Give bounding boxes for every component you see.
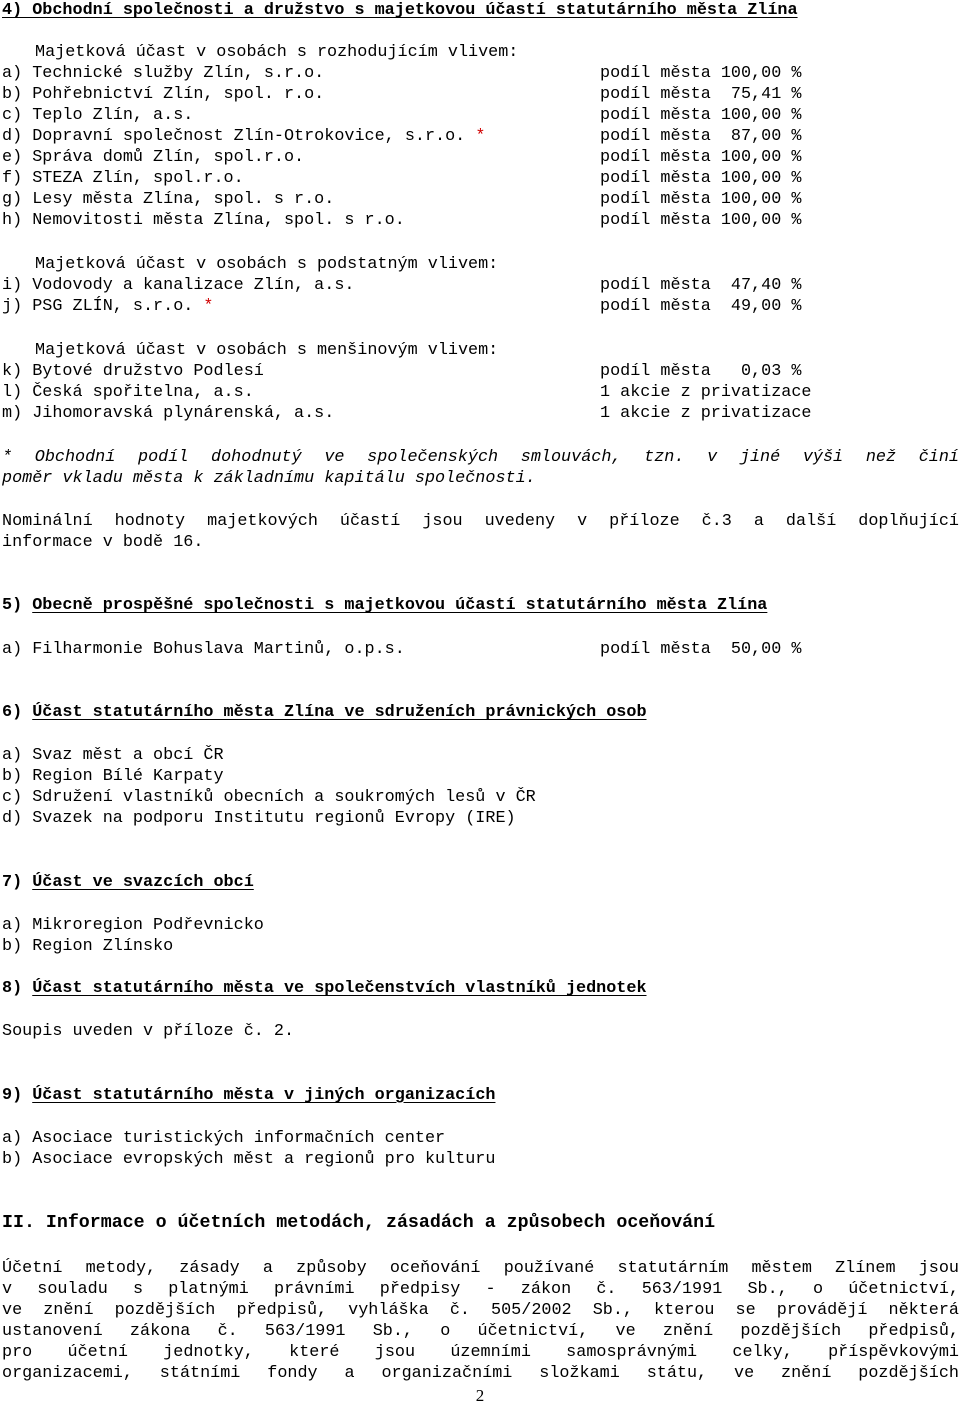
list-item: h) Nemovitosti města Zlína, spol. s r.o. — [2, 211, 405, 230]
list-item: a) Mikroregion Podřevnicko — [2, 916, 264, 935]
footnote-line-1: * Obchodní podíl dohodnutý ve společenských smlouvách, tzn. v jiné výši než činí — [2, 448, 959, 467]
section-9-heading: 9) Účast statutárního města v jiných organizacích — [2, 1086, 496, 1105]
list-item: b) Asociace evropských měst a regionů pro kulturu — [2, 1150, 496, 1169]
list-item: c) Teplo Zlín, a.s. — [2, 106, 194, 125]
list-item: m) Jihomoravská plynárenská, a.s. — [2, 404, 335, 423]
list-item: a) Svaz měst a obcí ČR — [2, 746, 224, 765]
nominal-note-line-1: Nominální hodnoty majetkových účastí jsou uvedeny v příloze č.3 a další doplňující — [2, 512, 959, 531]
paragraph-line: Účetní metody, zásady a způsoby oceňování používané statutárním městem Zlínem jsou — [2, 1259, 959, 1278]
list-item: e) Správa domů Zlín, spol.r.o. — [2, 148, 305, 167]
share-value: podíl města 75,41 % — [600, 85, 802, 104]
list-item: k) Bytové družstvo Podlesí — [2, 362, 264, 381]
group3-title: Majetková účast v osobách s menšinovým vlivem: — [35, 341, 499, 360]
section-8-text: Soupis uveden v příloze č. 2. — [2, 1022, 295, 1041]
group2-title: Majetková účast v osobách s podstatným vlivem: — [35, 255, 499, 274]
list-item: g) Lesy města Zlína, spol. s r.o. — [2, 190, 335, 209]
share-value: podíl města 100,00 % — [600, 169, 802, 188]
group1-title: Majetková účast v osobách s rozhodujícím vlivem: — [35, 43, 519, 62]
asterisk-mark: * — [465, 127, 486, 146]
list-item: a) Asociace turistických informačních center — [2, 1129, 446, 1148]
list-item: l) Česká spořitelna, a.s. — [2, 383, 254, 402]
list-item: b) Region Zlínsko — [2, 937, 174, 956]
paragraph-line: pro účetní jednotky, které jsou územními samosprávnými celky, příspěvkovými — [2, 1343, 959, 1362]
share-value: podíl města 49,00 % — [600, 297, 802, 316]
share-value: podíl města 100,00 % — [600, 64, 802, 83]
paragraph-line: organizacemi, státními fondy a organizačními složkami státu, ve znění pozdějších — [2, 1364, 959, 1383]
share-value: podíl města 47,40 % — [600, 276, 802, 295]
list-item: f) STEZA Zlín, spol.r.o. — [2, 169, 244, 188]
list-item: d) Svazek na podporu Institutu regionů Evropy (IRE) — [2, 809, 516, 828]
page-number: 2 — [475, 1386, 485, 1405]
list-item: j) PSG ZLÍN, s.r.o. * — [2, 297, 214, 316]
section-4-heading: 4) Obchodní společnosti a družstvo s majetkovou účastí statutárního města Zlína — [2, 1, 798, 20]
nominal-note-line-2: informace v bodě 16. — [2, 533, 204, 552]
share-value: podíl města 100,00 % — [600, 148, 802, 167]
list-item: a) Filharmonie Bohuslava Martinů, o.p.s. — [2, 640, 405, 659]
share-value: podíl města 100,00 % — [600, 106, 802, 125]
section-5-heading: 5) Obecně prospěšné společnosti s majetkovou účastí statutárního města Zlína — [2, 596, 768, 615]
share-value: podíl města 100,00 % — [600, 211, 802, 230]
share-value: podíl města 50,00 % — [600, 640, 802, 659]
asterisk-mark: * — [193, 297, 214, 316]
list-item: c) Sdružení vlastníků obecních a soukromých lesů v ČR — [2, 788, 536, 807]
section-7-heading: 7) Účast ve svazcích obcí — [2, 873, 254, 892]
share-value: podíl města 0,03 % — [600, 362, 802, 381]
list-item: d) Dopravní společnost Zlín-Otrokovice, s.r.o. * — [2, 127, 486, 146]
paragraph-line: ve znění pozdějších předpisů, vyhláška č. 505/2002 Sb., kterou se provádějí některá — [2, 1301, 959, 1320]
section-8-heading: 8) Účast statutárního města ve společenstvích vlastníků jednotek — [2, 979, 647, 998]
footnote-line-2: poměr vkladu města k základnímu kapitálu společnosti. — [2, 469, 536, 488]
paragraph-line: ustanovení zákona č. 563/1991 Sb., o účetnictví, ve znění pozdějších předpisů, — [2, 1322, 959, 1341]
section-6-heading: 6) Účast statutárního města Zlína ve sdruženích právnických osob — [2, 703, 647, 722]
list-item: a) Technické služby Zlín, s.r.o. — [2, 64, 325, 83]
share-value: podíl města 87,00 % — [600, 127, 802, 146]
list-item: b) Region Bílé Karpaty — [2, 767, 224, 786]
share-value: podíl města 100,00 % — [600, 190, 802, 209]
share-value: 1 akcie z privatizace — [600, 383, 812, 402]
section-ii-heading: II. Informace o účetních metodách, zásadách a způsobech oceňování — [2, 1213, 716, 1233]
share-value: 1 akcie z privatizace — [600, 404, 812, 423]
paragraph-line: v souladu s platnými právními předpisy - zákon č. 563/1991 Sb., o účetnictví, — [2, 1280, 959, 1299]
list-item: b) Pohřebnictví Zlín, spol. r.o. — [2, 85, 325, 104]
list-item: i) Vodovody a kanalizace Zlín, a.s. — [2, 276, 355, 295]
